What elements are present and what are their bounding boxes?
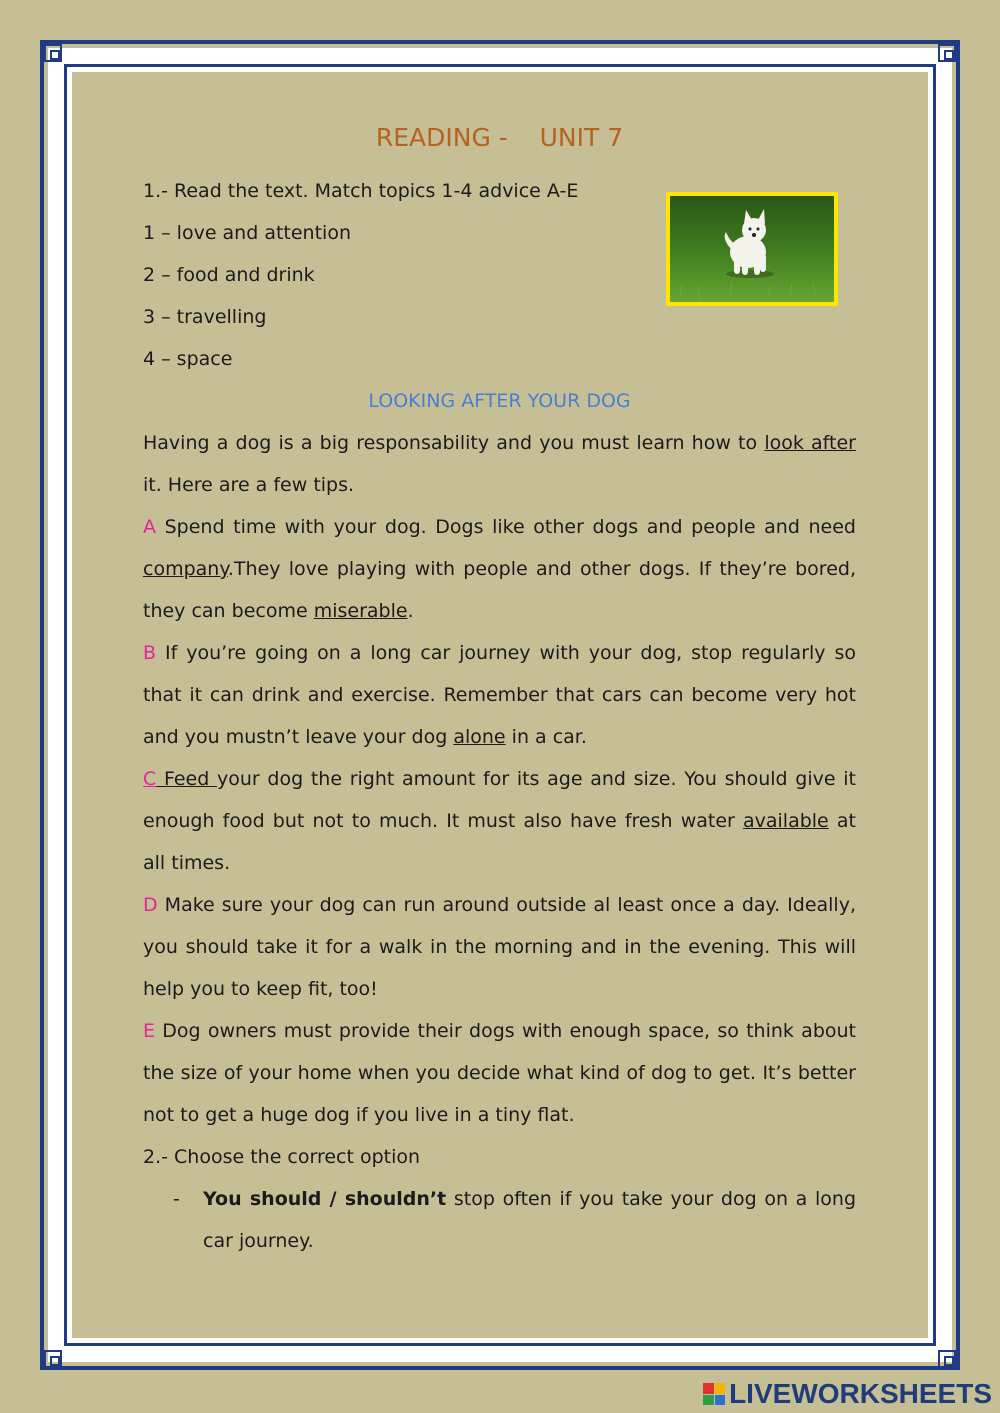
- advice-text: .They love playing with people and other dogs. If they’re bored, they can become: [143, 558, 856, 622]
- advice-letter: A: [143, 516, 156, 538]
- reading-heading: LOOKING AFTER YOUR DOG: [368, 390, 631, 412]
- corner-ornament-top-right: [938, 44, 956, 62]
- advice-text: .: [407, 600, 414, 622]
- question-rest: stop often if you take your dog on a long car journey.: [203, 1188, 857, 1252]
- advice-c: [143, 758, 856, 884]
- advice-letter: E: [143, 1020, 156, 1042]
- bullet-dash: -: [173, 1188, 180, 1210]
- advice-letter: C: [143, 768, 157, 790]
- advice-text: Spend time with your dog. Dogs like other dogs and people and need: [156, 516, 856, 538]
- advice-text: your dog the right amount for its age and size. You should give it enough food but not to much. It must also have fresh water: [143, 768, 856, 832]
- intro-text-end: it. Here are a few tips.: [143, 474, 355, 496]
- topic-item: 4 – space: [143, 348, 233, 370]
- topic-item: 2 – food and drink: [143, 264, 315, 286]
- intro-paragraph: [143, 422, 856, 506]
- exercise2-question: [143, 1178, 856, 1262]
- logo-text: LIVEWORKSHEETS: [729, 1378, 992, 1409]
- vocab-miserable: miserable: [313, 600, 408, 622]
- advice-a: [143, 506, 856, 632]
- exercise2-instruction: 2.- Choose the correct option: [143, 1146, 421, 1168]
- question-text: [203, 1178, 856, 1262]
- liveworksheets-logo: [703, 1379, 992, 1409]
- advice-b: [143, 632, 856, 758]
- vocab-feed: Feed: [156, 768, 217, 790]
- corner-ornament-top-left: [44, 44, 62, 62]
- page-title: READING - UNIT 7: [375, 123, 624, 152]
- logo-icon: [703, 1383, 725, 1405]
- advice-text: If you’re going on a long car journey with your dog, stop regularly so that it can drink and exercise. Remember that cars can become very hot and you mustn’t leave your dog: [143, 642, 856, 748]
- advice-text: Dog owners must provide their dogs with enough space, so think about the size of your home when you decide what kind of dog to get. It’s better not to get a huge dog if you live in a tiny flat.: [143, 1020, 856, 1126]
- exercise1-instruction: 1.- Read the text. Match topics 1-4 advice A-E: [143, 180, 579, 202]
- advice-letter: B: [143, 642, 157, 664]
- vocab-available: available: [742, 810, 829, 832]
- vocab-company: company: [143, 558, 228, 580]
- advice-e: [143, 1010, 856, 1136]
- vocab-alone: alone: [453, 726, 506, 748]
- corner-ornament-bottom-left: [44, 1350, 62, 1368]
- topic-item: 1 – love and attention: [143, 222, 351, 244]
- topic-item: 3 – travelling: [143, 306, 267, 328]
- advice-letter: D: [143, 894, 158, 916]
- advice-d: [143, 884, 856, 1010]
- advice-text: in a car.: [505, 726, 587, 748]
- advice-text: Make sure your dog can run around outside al least once a day. Ideally, you should take it for a walk in the morning and in the evening. This will help you to keep fit, too!: [143, 894, 856, 1000]
- corner-ornament-bottom-right: [938, 1350, 956, 1368]
- advice-text: at all times.: [143, 810, 856, 874]
- vocab-look-after: look after: [764, 432, 856, 454]
- intro-text: Having a dog is a big responsability and you must learn how to: [143, 432, 765, 454]
- worksheet-content: [143, 118, 856, 1262]
- option-choice[interactable]: You should / shouldn’t: [203, 1188, 447, 1210]
